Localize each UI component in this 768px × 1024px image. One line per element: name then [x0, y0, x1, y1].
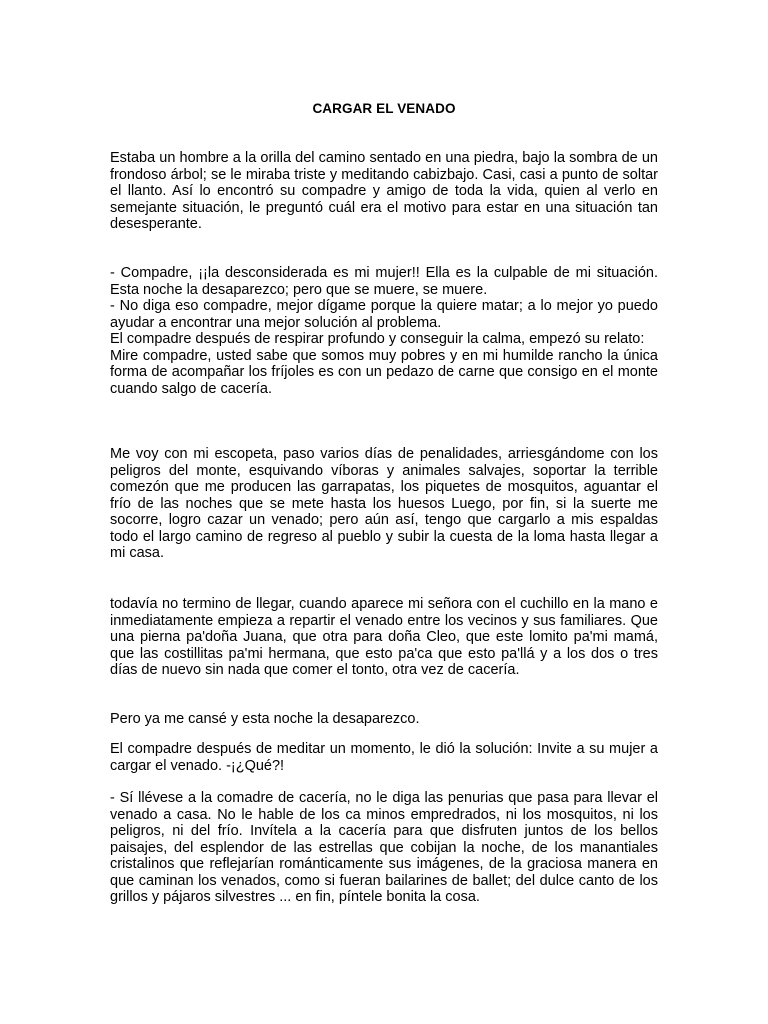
paragraph-3: Me voy con mi escopeta, paso varios días de penalidades, arriesgándome con los peligros del monte, esquivando víboras y animales salvajes, soportar la terrible comezón que me producen las garrapatas, los piquetes de mosquitos, aguantar el frío de las noches que se mete hasta los huesos Luego, por fin, si la suerte me socorre, logro cazar un venado; pero aún así, tengo que cargarlo a mis espaldas todo el largo camino de regreso al pueblo y subir la cuesta de la loma hasta llegar a mi casa.	[110, 446, 658, 561]
paragraph-1: Estaba un hombre a la orilla del camino sentado en una piedra, bajo la sombra de un frondoso árbol; se le miraba triste y meditando cabizbajo. Casi, casi a punto de soltar el llanto. Así lo encontró su compadre y amigo de toda la vida, quien al verlo en semejante situación, le preguntó cuál era el motivo para estar en una situación tan desesperante.	[110, 150, 658, 232]
paragraph-2-line-d: Mire compadre, usted sabe que somos muy pobres y en mi humilde rancho la única forma de acompañar los fríjoles es con un pedazo de carne que consigo en el monte cuando salgo de cacería.	[110, 347, 658, 397]
document-title: CARGAR EL VENADO	[312, 101, 456, 116]
paragraph-4: todavía no termino de llegar, cuando aparece mi señora con el cuchillo en la mano e inmediatamente empieza a repartir el venado entre los vecinos y sus familiares. Que una pierna pa'doña Juana, que otra para doña Cleo, que este lomito pa'mi mamá, que las costillitas pa'mi hermana, que esto pa'ca que esto pa'llá y a los dos o tres días de nuevo sin nada que comer el tonto, otra vez de cacería.	[110, 596, 658, 678]
paragraph-2	[110, 265, 658, 397]
paragraph-2-line-c: El compadre después de respirar profundo y conseguir la calma, empezó su relato:	[110, 331, 645, 347]
paragraph-2-line-a: - Compadre, ¡¡la desconsiderada es mi mujer!! Ella es la culpable de mi situación. Esta noche la desaparezco; pero que se muere, se muere.	[110, 265, 658, 298]
paragraph-6: El compadre después de meditar un momento, le dió la solución: Invite a su mujer a cargar el venado. -¡¿Qué?!	[110, 741, 658, 774]
paragraph-7: - Sí llévese a la comadre de cacería, no le diga las penurias que pasa para llevar el venado a casa. No le hable de los ca minos empredrados, ni los mosquitos, ni los peligros, ni del frío. Invítela a la cacería para que disfruten juntos de los bellos paisajes, del esplendor de las estrellas que cobijan la noche, de los manantiales cristalinos que reflejarían románticamente sus imágenes, de la graciosa manera en que caminan los venados, como si fueran bailarines de ballet; del dulce canto de los grillos y pájaros silvestres ... en fin, píntele bonita la cosa.	[110, 790, 658, 905]
paragraph-5: Pero ya me cansé y esta noche la desaparezco.	[110, 711, 420, 727]
paragraph-2-line-b: - No diga eso compadre, mejor dígame porque la quiere matar; a lo mejor yo puedo ayudar a encontrar una mejor solución al problema.	[110, 298, 658, 331]
